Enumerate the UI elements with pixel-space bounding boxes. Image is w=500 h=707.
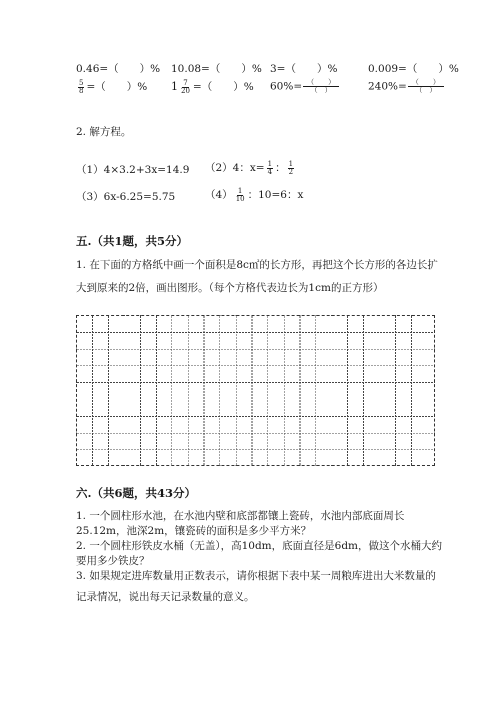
question-text: 3. 如果规定进库数量用正数表示，请你根据下表中某一周粮库进出大米数量的: [76, 570, 436, 582]
conversion-3: 3=（ ）%: [270, 63, 338, 75]
fraction-denominator: 10: [235, 194, 245, 203]
ratio-sign: ：: [275, 162, 286, 174]
section-title: 2. 解方程。: [76, 126, 132, 138]
blank-denominator: （ ）: [310, 86, 332, 94]
conversion-head: 240%=: [368, 80, 407, 93]
conversion-8: [368, 79, 444, 94]
fraction: [267, 161, 273, 176]
fraction-numerator: 1: [288, 159, 294, 168]
conversion-2: 10.08=（ ）%: [171, 63, 262, 75]
fraction-denominator: 4: [267, 167, 273, 176]
blank-fraction: [303, 79, 339, 94]
fraction-denominator: 2: [288, 167, 294, 176]
equation-head: （2）4：x=: [205, 162, 265, 174]
question-text: 大到原来的2倍，画出图形。（每个方格代表边长为1cm的正方形）: [76, 282, 384, 294]
equation-3: （3）6x-6.25=5.75: [76, 191, 176, 203]
question-text: 1. 在下面的方格纸中画一个面积是8c㎡的长方形，再把这个长方形的各边长扩: [76, 259, 438, 271]
fraction: [180, 80, 191, 95]
blank-fraction: [408, 79, 444, 94]
equation-1: （1）4×3.2+3x=14.9: [76, 164, 190, 176]
question-text: 记录情况，说出每天记录数量的意义。: [76, 591, 255, 603]
fraction-numerator: 1: [237, 186, 243, 195]
fraction: [288, 161, 294, 176]
blank-numerator: （ ）: [303, 79, 339, 87]
blank-numerator: （ ）: [408, 79, 444, 87]
conversion-7: [270, 79, 339, 94]
conversion-tail: =（ ）%: [192, 81, 254, 93]
conversion-1: 0.46=（ ）%: [76, 63, 161, 75]
fraction-numerator: 7: [183, 78, 188, 87]
question-text: 1. 一个圆柱形水池，在水池内壁和底部都镶上瓷砖，水池内部底面周长: [76, 510, 405, 522]
grid-paper[interactable]: [76, 315, 435, 466]
mixed-whole: 1: [171, 80, 178, 93]
fraction: [235, 188, 246, 203]
conversion-6: [171, 79, 254, 95]
equation-tail: ：10=6：x: [247, 189, 304, 201]
equation-head: （4）: [205, 189, 233, 201]
fraction-numerator: 1: [267, 159, 273, 168]
section-heading-5: 五.（共1题，共5分）: [76, 234, 189, 248]
section-heading-6: 六.（共6题，共43分）: [76, 486, 197, 500]
question-text: 要用多少铁皮？: [76, 555, 150, 567]
equation-4: [205, 187, 303, 203]
question-text: 25.12m，池深2m，镶瓷砖的面积是多少平方米？: [76, 525, 312, 537]
fraction: [78, 80, 84, 95]
fraction-denominator: 8: [79, 86, 84, 95]
conversion-head: 60%=: [270, 80, 303, 93]
question-text: 2. 一个圆柱形铁皮水桶（无盖），高10dm，底面直径是6dm，做这个水桶大约: [76, 540, 443, 552]
conversion-tail: =（ ）%: [86, 81, 148, 93]
equation-2: [205, 160, 296, 176]
fraction-numerator: 5: [79, 78, 84, 87]
conversion-4: 0.009=（ ）%: [368, 63, 459, 75]
fraction-denominator: 20: [181, 86, 190, 95]
conversion-5: [76, 79, 147, 95]
blank-denominator: （ ）: [415, 86, 437, 94]
